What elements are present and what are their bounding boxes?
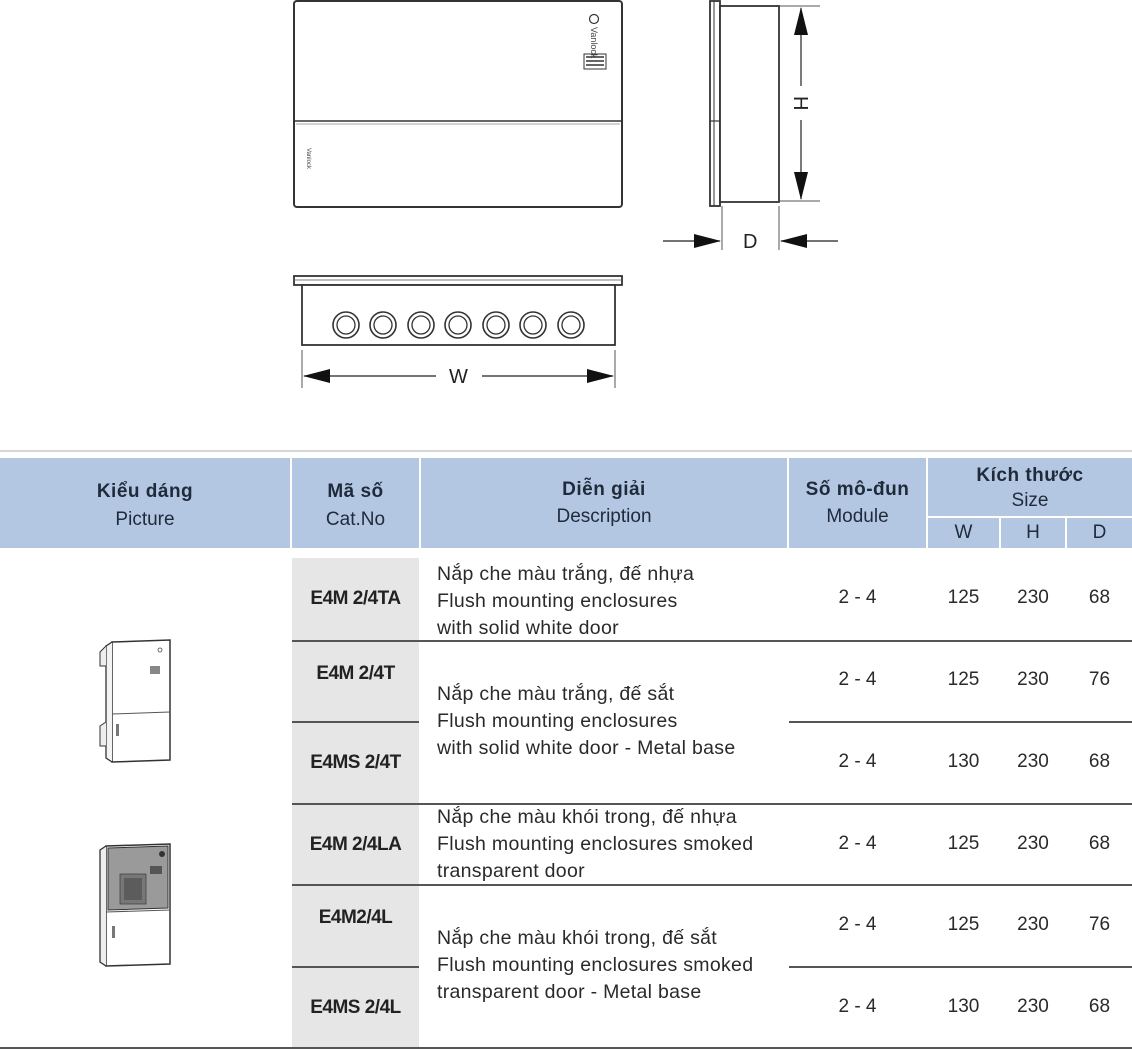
size-d-value: 68 xyxy=(1088,587,1111,608)
svg-text:Vanlock: Vanlock xyxy=(305,148,311,169)
size-w-value: 125 xyxy=(947,669,980,690)
vent-icon xyxy=(150,866,162,874)
description-4: Nắp che màu khói trong, đế sắt Flush mounting enclosures smoked transparent door - Metal base xyxy=(437,927,754,1003)
size-w-value: 130 xyxy=(947,996,980,1017)
header-size-d: D xyxy=(1092,522,1107,543)
table-header xyxy=(0,458,1132,548)
size-d-value: 68 xyxy=(1088,833,1111,854)
table-top-rule xyxy=(0,450,1132,452)
header-size-h: H xyxy=(1026,522,1040,543)
dim-label-d: D xyxy=(743,231,758,253)
size-w-value: 125 xyxy=(947,587,980,608)
header-module: Số mô-đun Module xyxy=(805,479,910,527)
side-view-drawing xyxy=(663,1,838,253)
table-row: E4M 2/4T xyxy=(292,641,419,721)
size-w-value: 130 xyxy=(947,751,980,772)
size-d-value: 68 xyxy=(1088,996,1111,1017)
product-image-white-door xyxy=(90,636,180,766)
table-row: E4MS 2/4T xyxy=(292,722,419,803)
module-value: 2 - 4 xyxy=(838,751,877,772)
header-size-w: W xyxy=(954,522,973,543)
brand-small-logo-icon xyxy=(305,148,311,170)
module-value: 2 - 4 xyxy=(838,669,877,690)
vent-icon xyxy=(150,666,160,674)
header-picture: Kiểu dáng Picture xyxy=(96,481,194,530)
size-h-value: 230 xyxy=(1017,914,1049,935)
module-value: 2 - 4 xyxy=(838,587,877,608)
table-row: E4MS 2/4L xyxy=(292,967,419,1049)
module-value: 2 - 4 xyxy=(838,833,877,854)
top-view-drawing xyxy=(294,276,622,388)
size-h-value: 230 xyxy=(1017,751,1049,772)
dim-label-h: H xyxy=(789,96,811,111)
table-row: E4M 2/4TA xyxy=(292,558,419,640)
product-table xyxy=(0,450,1132,1049)
size-d-value: 76 xyxy=(1088,669,1111,690)
table-row: E4M2/4L xyxy=(292,885,419,966)
size-w-value: 125 xyxy=(947,914,980,935)
description-1: Nắp che màu trắng, đế nhựa Flush mounting enclosures with solid white door xyxy=(437,563,695,639)
brand-logo-icon xyxy=(159,851,165,857)
module-value: 2 - 4 xyxy=(838,914,877,935)
front-logo-text: Vanlock xyxy=(589,27,599,59)
module-value: 2 - 4 xyxy=(838,996,877,1017)
header-catno: Mã số Cat.No xyxy=(325,481,386,530)
product-image-smoked-door xyxy=(90,838,180,970)
dim-label-w: W xyxy=(449,366,468,388)
size-d-value: 76 xyxy=(1088,914,1111,935)
description-2: Nắp che màu trắng, đế sắt Flush mounting enclosures with solid white door - Metal base xyxy=(437,683,736,759)
description-3: Nắp che màu khói trong, đế nhựa Flush mounting enclosures smoked transparent door xyxy=(437,806,754,882)
header-description: Diễn giải Description xyxy=(556,479,652,527)
header-size: Kích thước Size xyxy=(976,465,1084,511)
technical-drawings xyxy=(0,0,1132,450)
size-h-value: 230 xyxy=(1017,587,1049,608)
front-view-drawing xyxy=(294,1,622,207)
size-h-value: 230 xyxy=(1017,833,1049,854)
table-row: E4M 2/4LA xyxy=(292,804,419,884)
size-h-value: 230 xyxy=(1017,669,1049,690)
size-d-value: 68 xyxy=(1088,751,1111,772)
size-h-value: 230 xyxy=(1017,996,1049,1017)
size-w-value: 125 xyxy=(947,833,980,854)
